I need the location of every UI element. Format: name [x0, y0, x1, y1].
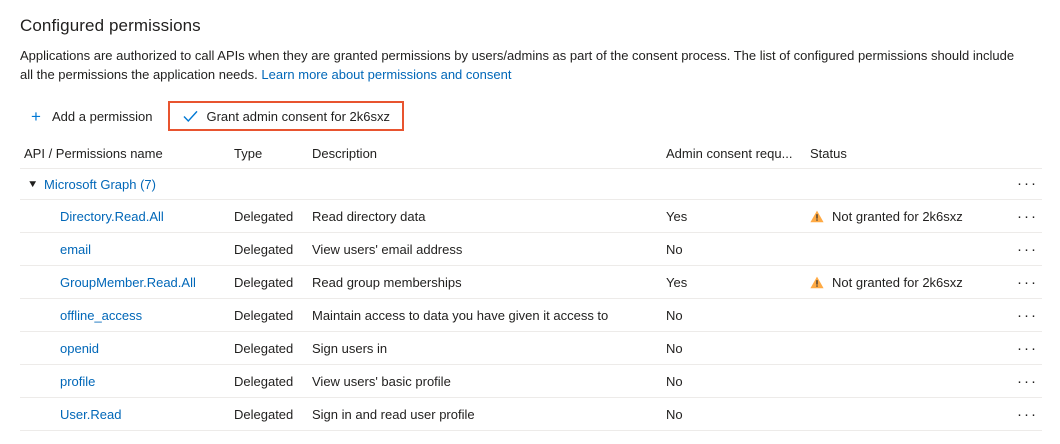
- permission-admin-consent: No: [666, 241, 683, 257]
- permission-description: Maintain access to data you have given it access to: [312, 307, 609, 323]
- plus-icon: +: [31, 106, 41, 126]
- permission-description: Sign users in: [312, 340, 388, 356]
- permission-type: Delegated: [234, 373, 294, 389]
- table-row: [20, 398, 1042, 431]
- section-description: [20, 46, 1020, 84]
- table-row: [20, 365, 1042, 398]
- status-badge: [810, 209, 1010, 224]
- permission-admin-consent: Yes: [666, 274, 688, 290]
- column-header-admin-consent: Admin consent requ...: [666, 145, 793, 161]
- permission-description: Sign in and read user profile: [312, 406, 475, 422]
- permissions-table: [20, 138, 1042, 431]
- permission-admin-consent: No: [666, 340, 683, 356]
- column-header-name: API / Permissions name: [24, 145, 163, 161]
- learn-more-link[interactable]: Learn more about permissions and consent: [261, 67, 512, 82]
- add-permission-button[interactable]: [20, 100, 160, 132]
- permission-type: Delegated: [234, 208, 294, 224]
- permission-admin-consent: No: [666, 307, 683, 323]
- warning-icon: [810, 210, 824, 223]
- chevron-down-icon: ▼: [26, 178, 39, 190]
- api-group-row: [20, 169, 1042, 200]
- page-title: Configured permissions: [20, 16, 201, 35]
- table-header-row: [20, 138, 1042, 169]
- description-text: Applications are authorized to call APIs when they are granted permissions by users/admins as part of the consent process. The list of configured permissions should include all the permissions the application needs.: [20, 48, 1015, 82]
- permission-admin-consent: Yes: [666, 208, 688, 224]
- permission-type: Delegated: [234, 340, 294, 356]
- table-row: [20, 332, 1042, 365]
- permission-description: Read group memberships: [312, 274, 462, 290]
- permission-admin-consent: No: [666, 373, 683, 389]
- permission-type: Delegated: [234, 274, 294, 290]
- column-header-type: Type: [234, 145, 263, 161]
- permission-description: Read directory data: [312, 208, 426, 224]
- grant-admin-consent-highlight: [168, 101, 404, 131]
- permission-name-link[interactable]: openid: [60, 340, 100, 356]
- group-context-menu-button[interactable]: ···: [1017, 175, 1038, 192]
- add-permission-label: Add a permission: [52, 108, 153, 124]
- permission-admin-consent: No: [666, 406, 683, 422]
- grant-admin-consent-button[interactable]: [174, 100, 398, 132]
- column-header-status: Status: [810, 145, 847, 161]
- permission-name-link[interactable]: profile: [60, 373, 96, 389]
- row-context-menu-button[interactable]: ···: [1017, 207, 1038, 225]
- row-context-menu-button[interactable]: ···: [1017, 372, 1038, 390]
- row-context-menu-button[interactable]: ···: [1017, 339, 1038, 357]
- group-label: Microsoft Graph (7): [44, 176, 156, 192]
- permission-name-link[interactable]: email: [60, 241, 92, 257]
- table-row: [20, 200, 1042, 233]
- warning-icon: [810, 276, 824, 289]
- permission-description: View users' email address: [312, 241, 463, 257]
- permission-type: Delegated: [234, 307, 294, 323]
- permission-type: Delegated: [234, 406, 294, 422]
- permission-name-link[interactable]: Directory.Read.All: [60, 208, 164, 224]
- permission-name-link[interactable]: User.Read: [60, 406, 122, 422]
- grant-admin-consent-label: Grant admin consent for 2k6sxz: [206, 108, 390, 124]
- row-context-menu-button[interactable]: ···: [1017, 306, 1038, 324]
- status-badge: [810, 275, 1010, 290]
- row-context-menu-button[interactable]: ···: [1017, 273, 1038, 291]
- permission-name-link[interactable]: offline_access: [60, 307, 143, 323]
- status-text: Not granted for 2k6sxz: [832, 208, 963, 224]
- permission-description: View users' basic profile: [312, 373, 451, 389]
- row-context-menu-button[interactable]: ···: [1017, 240, 1038, 258]
- group-toggle-microsoft-graph[interactable]: [24, 177, 156, 192]
- row-context-menu-button[interactable]: ···: [1017, 405, 1038, 423]
- status-text: Not granted for 2k6sxz: [832, 274, 963, 290]
- column-header-description: Description: [312, 145, 378, 161]
- permission-name-link[interactable]: GroupMember.Read.All: [60, 274, 196, 290]
- table-row: [20, 299, 1042, 332]
- checkmark-icon: [182, 108, 198, 124]
- command-bar: [20, 100, 404, 132]
- table-row: [20, 266, 1042, 299]
- table-row: [20, 233, 1042, 266]
- permission-type: Delegated: [234, 241, 294, 257]
